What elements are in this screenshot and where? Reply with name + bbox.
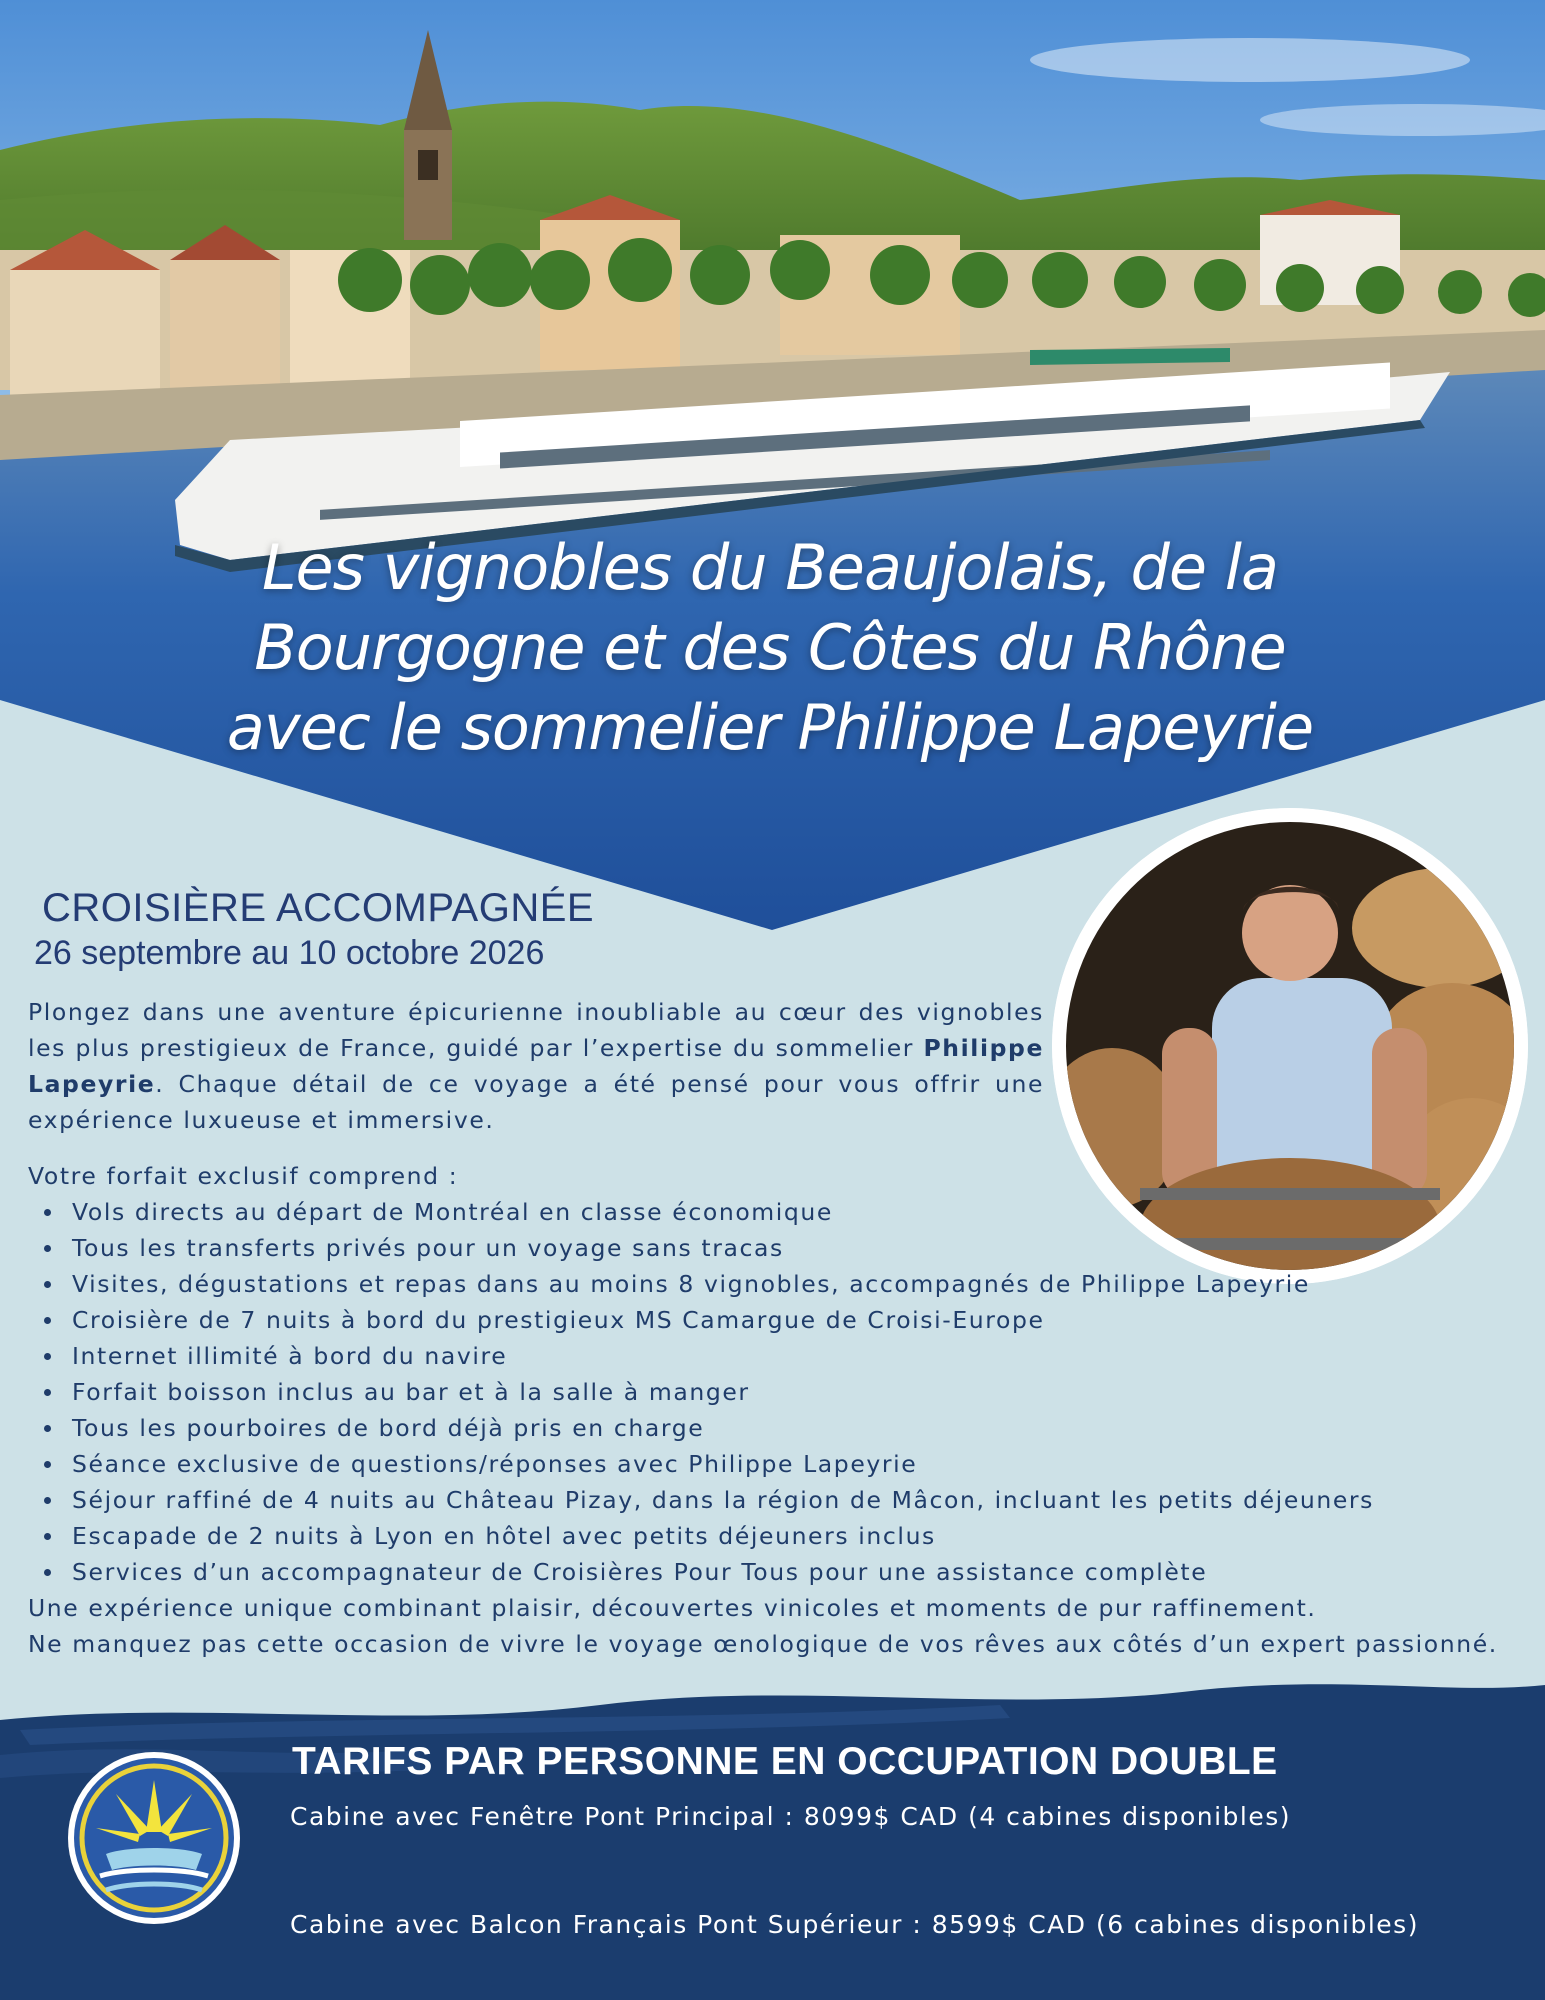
intro-text-2: . Chaque détail de ce voyage a été pensé pour vous offrir une expérience luxueuse et immersive. xyxy=(28,1070,1044,1134)
closing-text xyxy=(28,1590,1528,1662)
list-item: Forfait boisson inclus au bar et à la salle à manger xyxy=(44,1374,1534,1410)
list-item: Internet illimité à bord du navire xyxy=(44,1338,1534,1374)
list-item: Séjour raffiné de 4 nuits au Château Pizay, dans la région de Mâcon, incluant les petits déjeuners xyxy=(44,1482,1534,1518)
pricing-title: TARIFS PAR PERSONNE EN OCCUPATION DOUBLE xyxy=(292,1740,1278,1783)
hero-title-line-1: Les vignobles du Beaujolais, de la xyxy=(261,531,1278,604)
list-item: Séance exclusive de questions/réponses avec Philippe Lapeyrie xyxy=(44,1446,1534,1482)
intro-text-1: Plongez dans une aventure épicurienne inoubliable au cœur des vignobles les plus prestigieux de France, guidé par l’expertise du sommelier xyxy=(28,998,1044,1062)
hero-title-line-3: avec le sommelier Philippe Lapeyrie xyxy=(226,691,1314,764)
list-item: Escapade de 2 nuits à Lyon en hôtel avec petits déjeuners inclus xyxy=(44,1518,1534,1554)
inclusions-list xyxy=(44,1194,1534,1590)
intro-paragraph xyxy=(28,994,1044,1138)
list-item: Visites, dégustations et repas dans au moins 8 vignobles, accompagnés de Philippe Lapeyrie xyxy=(44,1266,1534,1302)
list-item: Tous les pourboires de bord déjà pris en charge xyxy=(44,1410,1534,1446)
company-logo-icon xyxy=(66,1750,242,1926)
hero-image xyxy=(0,0,1545,930)
price-line-window-cabin: Cabine avec Fenêtre Pont Principal : 8099$ CAD (4 cabines disponibles) xyxy=(290,1802,1292,1831)
list-item: Services d’un accompagnateur de Croisières Pour Tous pour une assistance complète xyxy=(44,1554,1534,1590)
list-item: Tous les transferts privés pour un voyage sans tracas xyxy=(44,1230,1534,1266)
hero-photo xyxy=(0,0,1545,930)
list-item: Croisière de 7 nuits à bord du prestigieux MS Camargue de Croisi-Europe xyxy=(44,1302,1534,1338)
hero-title-line-2: Bourgogne et des Côtes du Rhône xyxy=(254,611,1286,684)
package-label: Votre forfait exclusif comprend : xyxy=(28,1162,459,1190)
hero-title xyxy=(120,528,1420,768)
closing-line-1: Une expérience unique combinant plaisir, découvertes vinicoles et moments de pur raffinement. xyxy=(28,1594,1317,1622)
price-line-balcony-cabin: Cabine avec Balcon Français Pont Supérieur : 8599$ CAD (6 cabines disponibles) xyxy=(290,1910,1419,1939)
cruise-dates: 26 septembre au 10 octobre 2026 xyxy=(34,934,545,972)
list-item: Vols directs au départ de Montréal en classe économique xyxy=(44,1194,1534,1230)
sommelier-name: Philippe Lapeyrie xyxy=(28,1034,1044,1098)
cruise-subtitle: CROISIÈRE ACCOMPAGNÉE xyxy=(42,886,595,930)
closing-line-2: Ne manquez pas cette occasion de vivre le voyage œnologique de vos rêves aux côtés d’un expert passionné. xyxy=(28,1630,1498,1658)
